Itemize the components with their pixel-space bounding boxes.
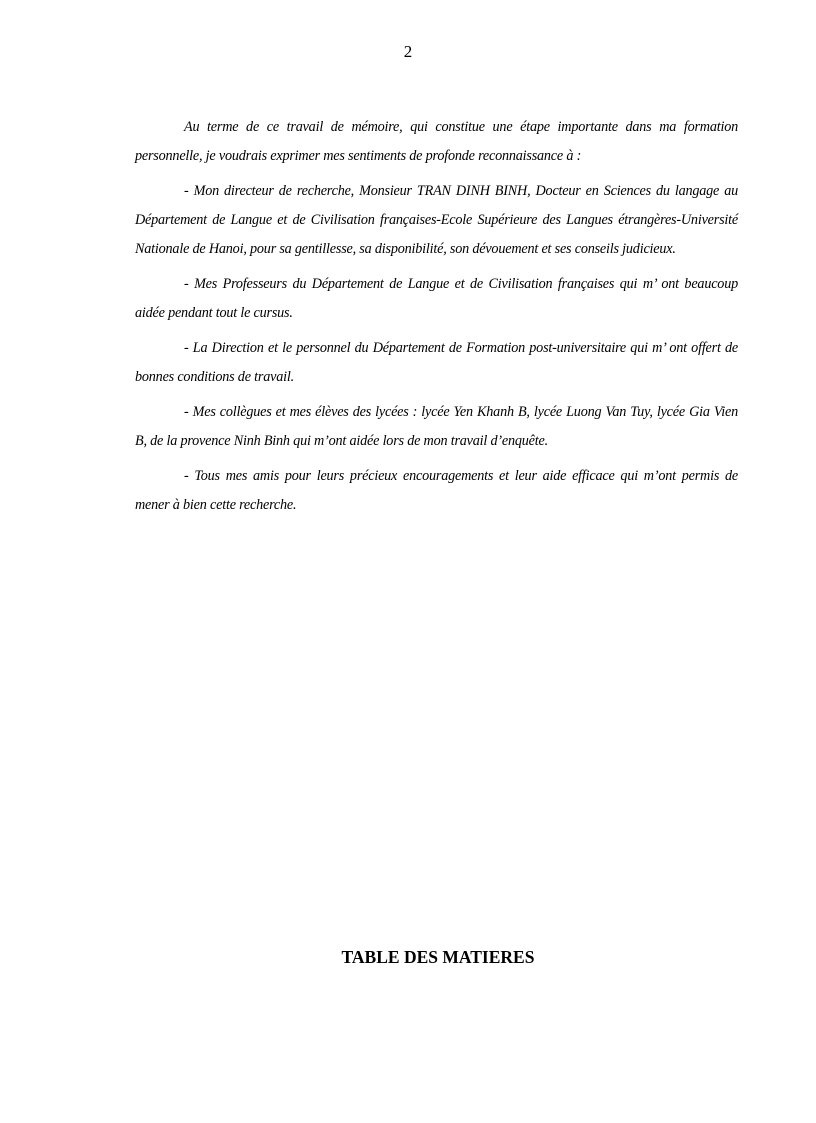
thanks-director-paragraph: - Mon directeur de recherche, Monsieur TRAN DINH BINH, Docteur en Sciences du langage au Département de Langue et de Civilisation françaises-Ecole Supérieure des Langues étrangères-Université Nationale de Hanoi, pour sa gentillesse, sa disponibilité, son dévouement et ses conseils judicieux.: [135, 183, 738, 257]
thanks-department-paragraph: - La Direction et le personnel du Département de Formation post-universitaire qui m’ ont offert de bonnes conditions de travail.: [135, 340, 738, 385]
thanks-friends-paragraph: - Tous mes amis pour leurs précieux encouragements et leur aide efficace qui m’ont permis de mener à bien cette recherche.: [135, 468, 738, 513]
table-of-contents-heading: TABLE DES MATIERES: [341, 947, 535, 967]
page-number: 2: [403, 42, 413, 61]
thanks-professors-paragraph: - Mes Professeurs du Département de Langue et de Civilisation françaises qui m’ ont beaucoup aidée pendant tout le cursus.: [135, 276, 738, 321]
acknowledgements-section: [135, 113, 738, 526]
intro-paragraph: Au terme de ce travail de mémoire, qui constitue une étape importante dans ma formation personnelle, je voudrais exprimer mes sentiments de profonde reconnaissance à :: [135, 119, 738, 164]
thanks-colleagues-paragraph: - Mes collègues et mes élèves des lycées : lycée Yen Khanh B, lycée Luong Van Tuy, lycée Gia Vien B, de la provence Ninh Binh qui m’ont aidée lors de mon travail d’enquête.: [135, 404, 738, 449]
